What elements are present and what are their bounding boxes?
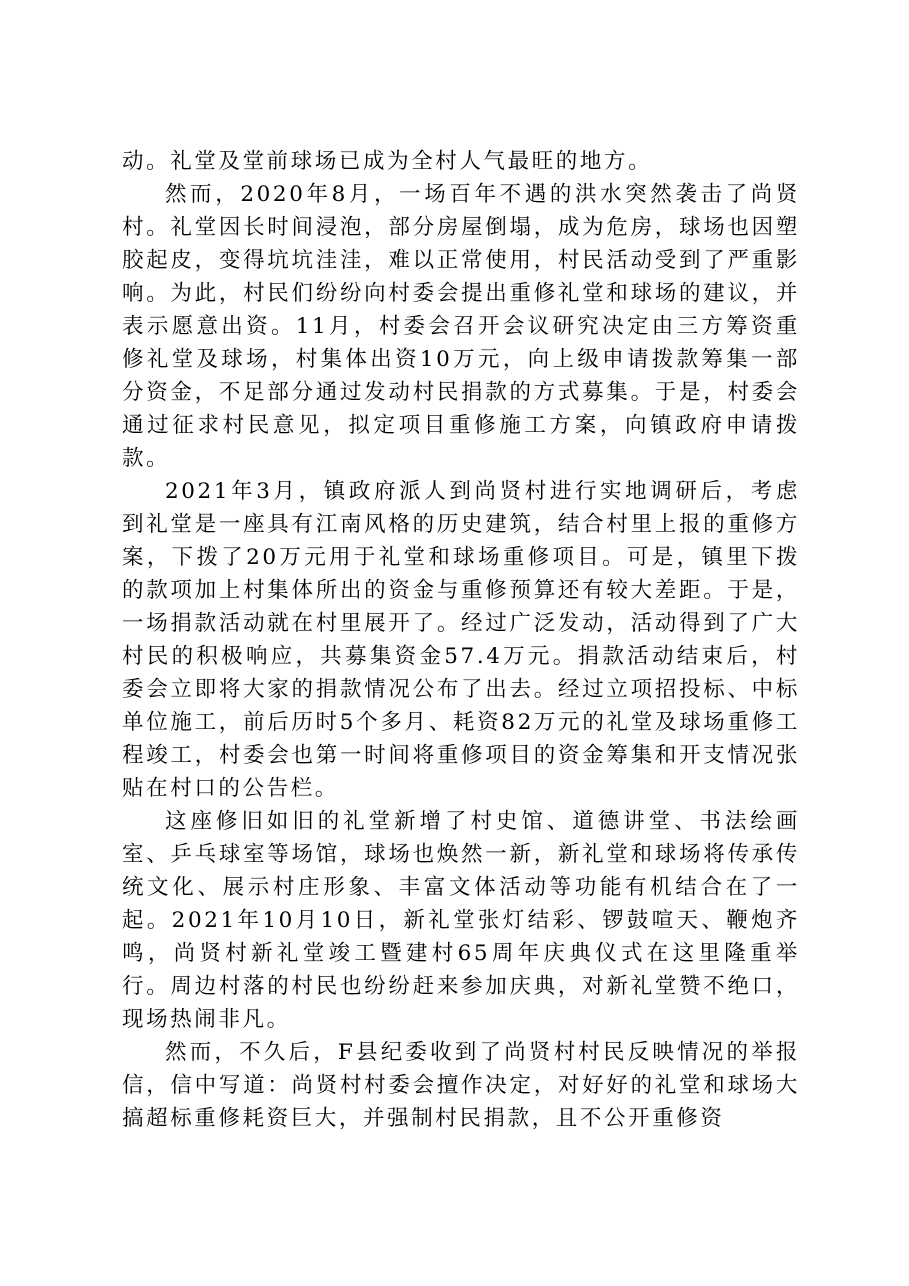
paragraph-flood: 然而，2020年8月，一场百年不遇的洪水突然袭击了尚贤村。礼堂因长时间浸泡，部分房屋倒塌，成为危房，球场也因塑胶起皮，变得坑坑洼洼，难以正常使用，村民活动受到了严重影响。为此，村民们纷纷向村委会提出重修礼堂和球场的建议，并表示愿意出资。11月，村委会召开会议研究决定由三方筹资重修礼堂及球场，村集体出资10万元，向上级申请拨款筹集一部分资金，不足部分通过发动村民捐款的方式募集。于是，村委会通过征求村民意见，拟定项目重修施工方案，向镇政府申请拨款。 bbox=[122, 182, 800, 471]
paragraph-funding: 2021年3月，镇政府派人到尚贤村进行实地调研后，考虑到礼堂是一座具有江南风格的历史建筑，结合村里上报的重修方案，下拨了20万元用于礼堂和球场重修项目。可是，镇里下拨的款项加上村集体所出的资金与重修预算还有较大差距。于是，一场捐款活动就在村里展开了。经过广泛发动，活动得到了广大村民的积极响应，共募集资金57.4万元。捐款活动结束后，村委会立即将大家的捐款情况公布了出去。经过立项招投标、中标单位施工，前后历时5个多月、耗资82万元的礼堂及球场重修工程竣工，村委会也第一时间将重修项目的资金筹集和开支情况张贴在村口的公告栏。 bbox=[122, 479, 800, 801]
paragraph-continuation: 动。礼堂及堂前球场已成为全村人气最旺的地方。 bbox=[122, 149, 653, 174]
document-body bbox=[122, 145, 800, 1135]
paragraph-new-hall: 这座修旧如旧的礼堂新增了村史馆、道德讲堂、书法绘画室、乒乓球室等场馆，球场也焕然一新，新礼堂和球场将传承传统文化、展示村庄形象、丰富文体活动等功能有机结合在了一起。2021年10月10日，新礼堂张灯结彩、锣鼓喧天、鞭炮齐鸣，尚贤村新礼堂竣工暨建村65周年庆典仪式在这里隆重举行。周边村落的村民也纷纷赶来参加庆典，对新礼堂赞不绝口，现场热闹非凡。 bbox=[122, 809, 800, 1032]
paragraph-complaint: 然而，不久后，F县纪委收到了尚贤村村民反映情况的举报信，信中写道：尚贤村村委会擅作决定，对好好的礼堂和球场大搞超标重修耗资巨大，并强制村民捐款，且不公开重修资 bbox=[122, 1040, 800, 1131]
